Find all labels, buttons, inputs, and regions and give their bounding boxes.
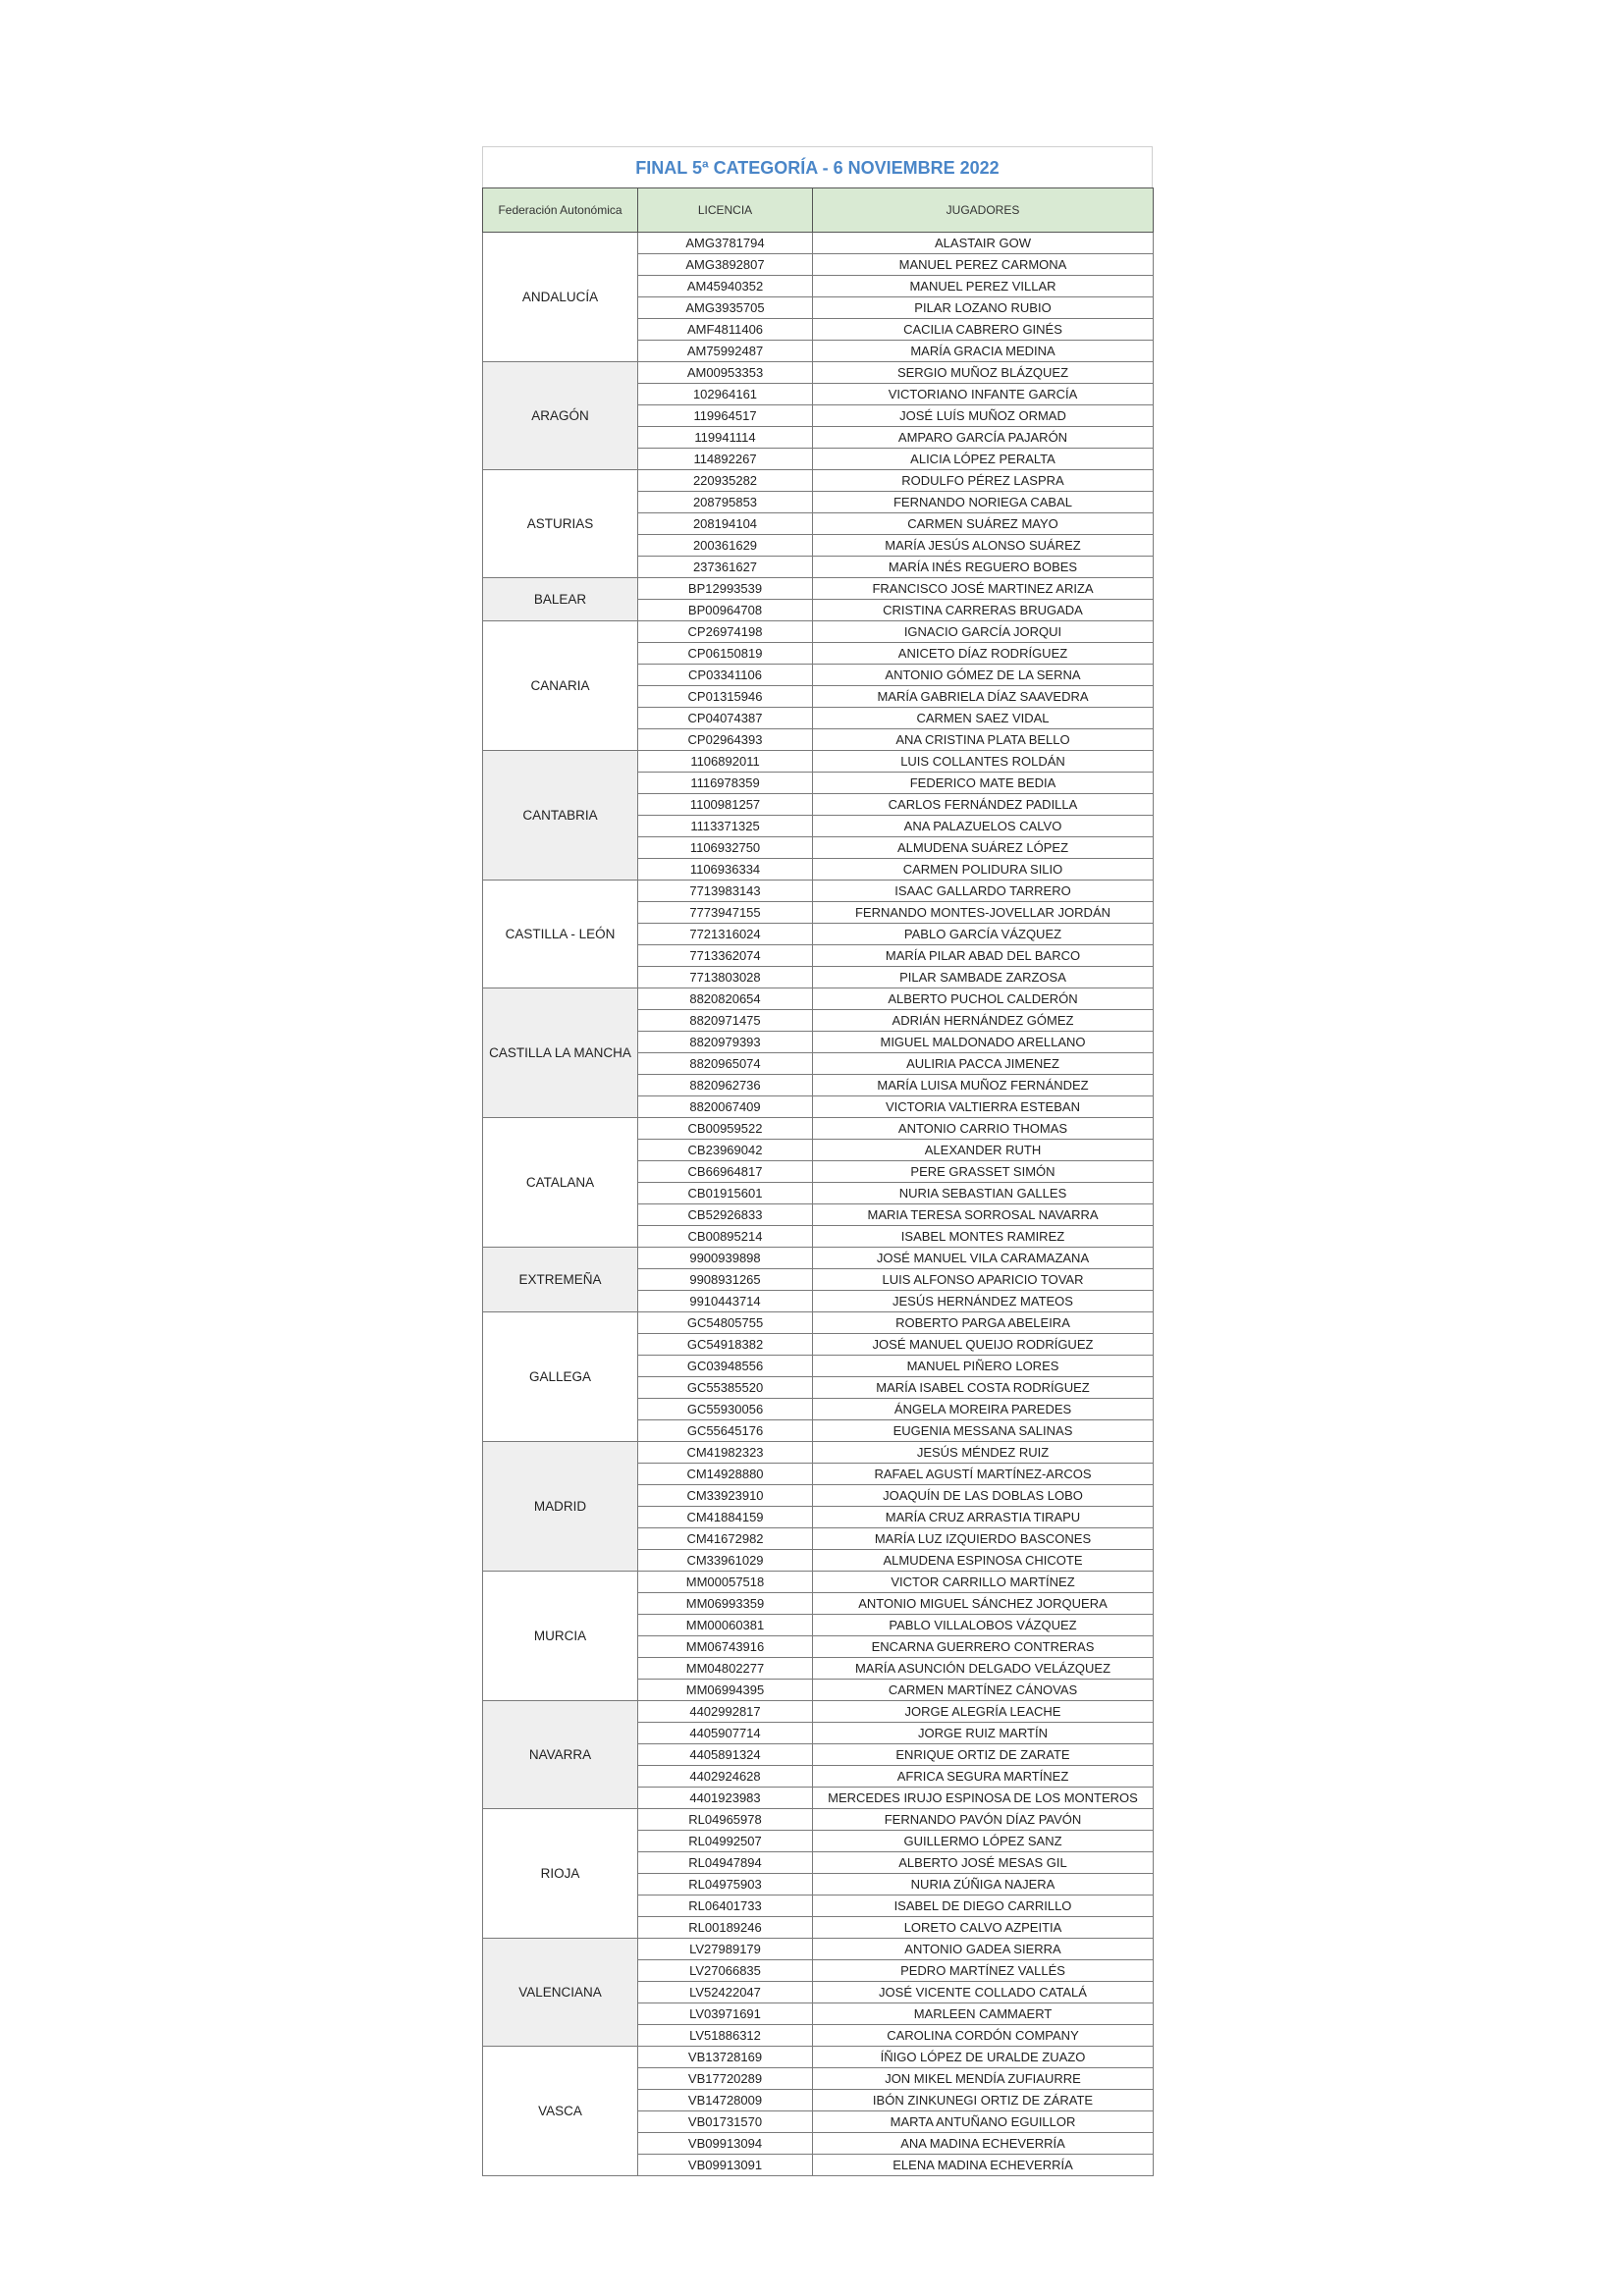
federation-cell: CANARIA — [483, 621, 638, 751]
player-cell: JESÚS HERNÁNDEZ MATEOS — [813, 1291, 1154, 1312]
header-players: JUGADORES — [813, 188, 1154, 233]
player-cell: PILAR LOZANO RUBIO — [813, 297, 1154, 319]
player-cell: MERCEDES IRUJO ESPINOSA DE LOS MONTEROS — [813, 1788, 1154, 1809]
player-cell: CACILIA CABRERO GINÉS — [813, 319, 1154, 341]
license-cell: 119964517 — [638, 405, 813, 427]
license-cell: CP01315946 — [638, 686, 813, 708]
player-cell: ANA MADINA ECHEVERRÍA — [813, 2133, 1154, 2155]
license-cell: CB00959522 — [638, 1118, 813, 1140]
license-cell: CM14928880 — [638, 1464, 813, 1485]
table-header-row — [483, 188, 1154, 233]
player-cell: FEDERICO MATE BEDIA — [813, 773, 1154, 794]
player-cell: ANTONIO MIGUEL SÁNCHEZ JORQUERA — [813, 1593, 1154, 1615]
player-cell: GUILLERMO LÓPEZ SANZ — [813, 1831, 1154, 1852]
page-title: FINAL 5ª CATEGORÍA - 6 NOVIEMBRE 2022 — [482, 146, 1153, 187]
federation-cell: ARAGÓN — [483, 362, 638, 470]
header-license: LICENCIA — [638, 188, 813, 233]
player-cell: ISABEL DE DIEGO CARRILLO — [813, 1896, 1154, 1917]
license-cell: 208194104 — [638, 513, 813, 535]
table-row — [483, 1442, 1154, 1464]
federation-cell: GALLEGA — [483, 1312, 638, 1442]
player-cell: MARTA ANTUÑANO EGUILLOR — [813, 2111, 1154, 2133]
player-cell: MARÍA LUISA MUÑOZ FERNÁNDEZ — [813, 1075, 1154, 1096]
license-cell: CP04074387 — [638, 708, 813, 729]
license-cell: AM00953353 — [638, 362, 813, 384]
federation-cell: BALEAR — [483, 578, 638, 621]
player-cell: MANUEL PEREZ VILLAR — [813, 276, 1154, 297]
player-cell: ANA CRISTINA PLATA BELLO — [813, 729, 1154, 751]
player-cell: NURIA SEBASTIAN GALLES — [813, 1183, 1154, 1204]
player-cell: RODULFO PÉREZ LASPRA — [813, 470, 1154, 492]
player-cell: LUIS COLLANTES ROLDÁN — [813, 751, 1154, 773]
player-cell: ALBERTO PUCHOL CALDERÓN — [813, 988, 1154, 1010]
player-cell: CRISTINA CARRERAS BRUGADA — [813, 600, 1154, 621]
license-cell: 8820067409 — [638, 1096, 813, 1118]
table-row — [483, 470, 1154, 492]
license-cell: GC55385520 — [638, 1377, 813, 1399]
player-cell: FERNANDO NORIEGA CABAL — [813, 492, 1154, 513]
player-cell: MARIA TERESA SORROSAL NAVARRA — [813, 1204, 1154, 1226]
license-cell: CB66964817 — [638, 1161, 813, 1183]
table-row — [483, 362, 1154, 384]
player-cell: ANICETO DÍAZ RODRÍGUEZ — [813, 643, 1154, 665]
license-cell: VB14728009 — [638, 2090, 813, 2111]
license-cell: 208795853 — [638, 492, 813, 513]
player-cell: MARÍA LUZ IZQUIERDO BASCONES — [813, 1528, 1154, 1550]
license-cell: 237361627 — [638, 557, 813, 578]
license-cell: GC54918382 — [638, 1334, 813, 1356]
player-cell: IBÓN ZINKUNEGI ORTIZ DE ZÁRATE — [813, 2090, 1154, 2111]
player-cell: JOAQUÍN DE LAS DOBLAS LOBO — [813, 1485, 1154, 1507]
player-cell: ELENA MADINA ECHEVERRÍA — [813, 2155, 1154, 2176]
player-cell: FRANCISCO JOSÉ MARTINEZ ARIZA — [813, 578, 1154, 600]
federation-cell: CANTABRIA — [483, 751, 638, 881]
player-cell: PEDRO MARTÍNEZ VALLÉS — [813, 1960, 1154, 1982]
player-cell: MARÍA CRUZ ARRASTIA TIRAPU — [813, 1507, 1154, 1528]
license-cell: CM33961029 — [638, 1550, 813, 1572]
player-cell: MARÍA GABRIELA DÍAZ SAAVEDRA — [813, 686, 1154, 708]
license-cell: GC55645176 — [638, 1420, 813, 1442]
player-cell: JON MIKEL MENDÍA ZUFIAURRE — [813, 2068, 1154, 2090]
player-cell: CARMEN SUÁREZ MAYO — [813, 513, 1154, 535]
license-cell: VB13728169 — [638, 2047, 813, 2068]
player-cell: ISABEL MONTES RAMIREZ — [813, 1226, 1154, 1248]
license-cell: CP06150819 — [638, 643, 813, 665]
players-table — [482, 187, 1154, 2176]
license-cell: 1106936334 — [638, 859, 813, 881]
player-cell: MANUEL PIÑERO LORES — [813, 1356, 1154, 1377]
license-cell: MM00060381 — [638, 1615, 813, 1636]
license-cell: LV27989179 — [638, 1939, 813, 1960]
federation-cell: CASTILLA LA MANCHA — [483, 988, 638, 1118]
license-cell: AM45940352 — [638, 276, 813, 297]
license-cell: AMF4811406 — [638, 319, 813, 341]
license-cell: CP03341106 — [638, 665, 813, 686]
license-cell: GC54805755 — [638, 1312, 813, 1334]
license-cell: AM75992487 — [638, 341, 813, 362]
player-cell: ENCARNA GUERRERO CONTRERAS — [813, 1636, 1154, 1658]
header-federation: Federación Autonómica — [483, 188, 638, 233]
player-cell: ANTONIO GÓMEZ DE LA SERNA — [813, 665, 1154, 686]
player-cell: ÁNGELA MOREIRA PAREDES — [813, 1399, 1154, 1420]
player-cell: AFRICA SEGURA MARTÍNEZ — [813, 1766, 1154, 1788]
player-cell: JORGE RUIZ MARTÍN — [813, 1723, 1154, 1744]
license-cell: CP02964393 — [638, 729, 813, 751]
player-cell: LORETO CALVO AZPEITIA — [813, 1917, 1154, 1939]
license-cell: 7713803028 — [638, 967, 813, 988]
player-cell: CARLOS FERNÁNDEZ PADILLA — [813, 794, 1154, 816]
license-cell: LV51886312 — [638, 2025, 813, 2047]
player-cell: ÍÑIGO LÓPEZ DE URALDE ZUAZO — [813, 2047, 1154, 2068]
license-cell: AMG3781794 — [638, 233, 813, 254]
license-cell: BP12993539 — [638, 578, 813, 600]
license-cell: AMG3935705 — [638, 297, 813, 319]
license-cell: BP00964708 — [638, 600, 813, 621]
player-cell: VICTORIANO INFANTE GARCÍA — [813, 384, 1154, 405]
player-cell: AMPARO GARCÍA PAJARÓN — [813, 427, 1154, 449]
player-cell: IGNACIO GARCÍA JORQUI — [813, 621, 1154, 643]
player-cell: ALMUDENA SUÁREZ LÓPEZ — [813, 837, 1154, 859]
table-row — [483, 988, 1154, 1010]
table-row — [483, 1572, 1154, 1593]
player-cell: CARMEN POLIDURA SILIO — [813, 859, 1154, 881]
player-cell: PILAR SAMBADE ZARZOSA — [813, 967, 1154, 988]
license-cell: RL00189246 — [638, 1917, 813, 1939]
player-cell: JESÚS MÉNDEZ RUIZ — [813, 1442, 1154, 1464]
license-cell: MM06994395 — [638, 1680, 813, 1701]
license-cell: LV03971691 — [638, 2003, 813, 2025]
license-cell: MM00057518 — [638, 1572, 813, 1593]
player-cell: PERE GRASSET SIMÓN — [813, 1161, 1154, 1183]
license-cell: LV52422047 — [638, 1982, 813, 2003]
table-row — [483, 233, 1154, 254]
player-cell: ALEXANDER RUTH — [813, 1140, 1154, 1161]
federation-cell: ASTURIAS — [483, 470, 638, 578]
license-cell: CM33923910 — [638, 1485, 813, 1507]
player-cell: ROBERTO PARGA ABELEIRA — [813, 1312, 1154, 1334]
table-row — [483, 1118, 1154, 1140]
license-cell: 8820971475 — [638, 1010, 813, 1032]
table-row — [483, 621, 1154, 643]
player-cell: MARÍA GRACIA MEDINA — [813, 341, 1154, 362]
player-cell: VICTORIA VALTIERRA ESTEBAN — [813, 1096, 1154, 1118]
player-cell: CAROLINA CORDÓN COMPANY — [813, 2025, 1154, 2047]
player-cell: ANA PALAZUELOS CALVO — [813, 816, 1154, 837]
player-cell: MARÍA JESÚS ALONSO SUÁREZ — [813, 535, 1154, 557]
license-cell: 4402992817 — [638, 1701, 813, 1723]
player-cell: ANTONIO GADEA SIERRA — [813, 1939, 1154, 1960]
license-cell: 4401923983 — [638, 1788, 813, 1809]
license-cell: 8820979393 — [638, 1032, 813, 1053]
license-cell: 7773947155 — [638, 902, 813, 924]
federation-cell: MURCIA — [483, 1572, 638, 1701]
player-cell: PABLO GARCÍA VÁZQUEZ — [813, 924, 1154, 945]
license-cell: CB00895214 — [638, 1226, 813, 1248]
license-cell: CB52926833 — [638, 1204, 813, 1226]
table-row — [483, 1809, 1154, 1831]
player-cell: ALBERTO JOSÉ MESAS GIL — [813, 1852, 1154, 1874]
table-row — [483, 881, 1154, 902]
license-cell: 1116978359 — [638, 773, 813, 794]
results-document — [482, 146, 1153, 2176]
license-cell: 1106932750 — [638, 837, 813, 859]
table-row — [483, 751, 1154, 773]
license-cell: 1106892011 — [638, 751, 813, 773]
player-cell: MARÍA INÉS REGUERO BOBES — [813, 557, 1154, 578]
player-cell: JOSÉ MANUEL VILA CARAMAZANA — [813, 1248, 1154, 1269]
player-cell: JORGE ALEGRÍA LEACHE — [813, 1701, 1154, 1723]
license-cell: MM06993359 — [638, 1593, 813, 1615]
license-cell: 1100981257 — [638, 794, 813, 816]
player-cell: MARÍA ASUNCIÓN DELGADO VELÁZQUEZ — [813, 1658, 1154, 1680]
license-cell: 8820820654 — [638, 988, 813, 1010]
player-cell: EUGENIA MESSANA SALINAS — [813, 1420, 1154, 1442]
player-cell: MARÍA ISABEL COSTA RODRÍGUEZ — [813, 1377, 1154, 1399]
player-cell: SERGIO MUÑOZ BLÁZQUEZ — [813, 362, 1154, 384]
player-cell: ADRIÁN HERNÁNDEZ GÓMEZ — [813, 1010, 1154, 1032]
license-cell: 9910443714 — [638, 1291, 813, 1312]
license-cell: LV27066835 — [638, 1960, 813, 1982]
table-row — [483, 1939, 1154, 1960]
player-cell: RAFAEL AGUSTÍ MARTÍNEZ-ARCOS — [813, 1464, 1154, 1485]
player-cell: ANTONIO CARRIO THOMAS — [813, 1118, 1154, 1140]
license-cell: 1113371325 — [638, 816, 813, 837]
player-cell: MANUEL PEREZ CARMONA — [813, 254, 1154, 276]
federation-cell: EXTREMEÑA — [483, 1248, 638, 1312]
player-cell: CARMEN SAEZ VIDAL — [813, 708, 1154, 729]
license-cell: 9908931265 — [638, 1269, 813, 1291]
license-cell: RL04947894 — [638, 1852, 813, 1874]
license-cell: RL04992507 — [638, 1831, 813, 1852]
license-cell: 4405891324 — [638, 1744, 813, 1766]
player-cell: ALICIA LÓPEZ PERALTA — [813, 449, 1154, 470]
license-cell: VB09913091 — [638, 2155, 813, 2176]
table-row — [483, 578, 1154, 600]
license-cell: 114892267 — [638, 449, 813, 470]
license-cell: VB17720289 — [638, 2068, 813, 2090]
player-cell: MIGUEL MALDONADO ARELLANO — [813, 1032, 1154, 1053]
license-cell: 7713983143 — [638, 881, 813, 902]
federation-cell: CATALANA — [483, 1118, 638, 1248]
license-cell: 102964161 — [638, 384, 813, 405]
table-row — [483, 1312, 1154, 1334]
license-cell: CB01915601 — [638, 1183, 813, 1204]
license-cell: VB09913094 — [638, 2133, 813, 2155]
player-cell: ENRIQUE ORTIZ DE ZARATE — [813, 1744, 1154, 1766]
table-row — [483, 1248, 1154, 1269]
player-cell: JOSÉ VICENTE COLLADO CATALÁ — [813, 1982, 1154, 2003]
federation-cell: VALENCIANA — [483, 1939, 638, 2047]
player-cell: LUIS ALFONSO APARICIO TOVAR — [813, 1269, 1154, 1291]
table-row — [483, 2047, 1154, 2068]
license-cell: GC55930056 — [638, 1399, 813, 1420]
federation-cell: ANDALUCÍA — [483, 233, 638, 362]
license-cell: CM41672982 — [638, 1528, 813, 1550]
player-cell: JOSÉ MANUEL QUEIJO RODRÍGUEZ — [813, 1334, 1154, 1356]
license-cell: 9900939898 — [638, 1248, 813, 1269]
license-cell: 4402924628 — [638, 1766, 813, 1788]
license-cell: CB23969042 — [638, 1140, 813, 1161]
license-cell: RL04975903 — [638, 1874, 813, 1896]
license-cell: 200361629 — [638, 535, 813, 557]
player-cell: FERNANDO MONTES-JOVELLAR JORDÁN — [813, 902, 1154, 924]
player-cell: NURIA ZÚÑIGA NAJERA — [813, 1874, 1154, 1896]
federation-cell: RIOJA — [483, 1809, 638, 1939]
license-cell: 4405907714 — [638, 1723, 813, 1744]
license-cell: VB01731570 — [638, 2111, 813, 2133]
license-cell: MM06743916 — [638, 1636, 813, 1658]
player-cell: AULIRIA PACCA JIMENEZ — [813, 1053, 1154, 1075]
federation-cell: MADRID — [483, 1442, 638, 1572]
license-cell: AMG3892807 — [638, 254, 813, 276]
player-cell: ISAAC GALLARDO TARRERO — [813, 881, 1154, 902]
player-cell: JOSÉ LUÍS MUÑOZ ORMAD — [813, 405, 1154, 427]
license-cell: CM41884159 — [638, 1507, 813, 1528]
player-cell: PABLO VILLALOBOS VÁZQUEZ — [813, 1615, 1154, 1636]
license-cell: 8820965074 — [638, 1053, 813, 1075]
license-cell: CM41982323 — [638, 1442, 813, 1464]
player-cell: FERNANDO PAVÓN DÍAZ PAVÓN — [813, 1809, 1154, 1831]
license-cell: 7713362074 — [638, 945, 813, 967]
license-cell: 7721316024 — [638, 924, 813, 945]
player-cell: CARMEN MARTÍNEZ CÁNOVAS — [813, 1680, 1154, 1701]
player-cell: ALASTAIR GOW — [813, 233, 1154, 254]
federation-cell: VASCA — [483, 2047, 638, 2176]
license-cell: GC03948556 — [638, 1356, 813, 1377]
federation-cell: CASTILLA - LEÓN — [483, 881, 638, 988]
federation-cell: NAVARRA — [483, 1701, 638, 1809]
table-body — [483, 233, 1154, 2176]
license-cell: RL06401733 — [638, 1896, 813, 1917]
license-cell: 119941114 — [638, 427, 813, 449]
player-cell: MARÍA PILAR ABAD DEL BARCO — [813, 945, 1154, 967]
table-row — [483, 1701, 1154, 1723]
player-cell: MARLEEN CAMMAERT — [813, 2003, 1154, 2025]
license-cell: MM04802277 — [638, 1658, 813, 1680]
player-cell: ALMUDENA ESPINOSA CHICOTE — [813, 1550, 1154, 1572]
player-cell: VICTOR CARRILLO MARTÍNEZ — [813, 1572, 1154, 1593]
license-cell: CP26974198 — [638, 621, 813, 643]
license-cell: 8820962736 — [638, 1075, 813, 1096]
license-cell: RL04965978 — [638, 1809, 813, 1831]
license-cell: 220935282 — [638, 470, 813, 492]
